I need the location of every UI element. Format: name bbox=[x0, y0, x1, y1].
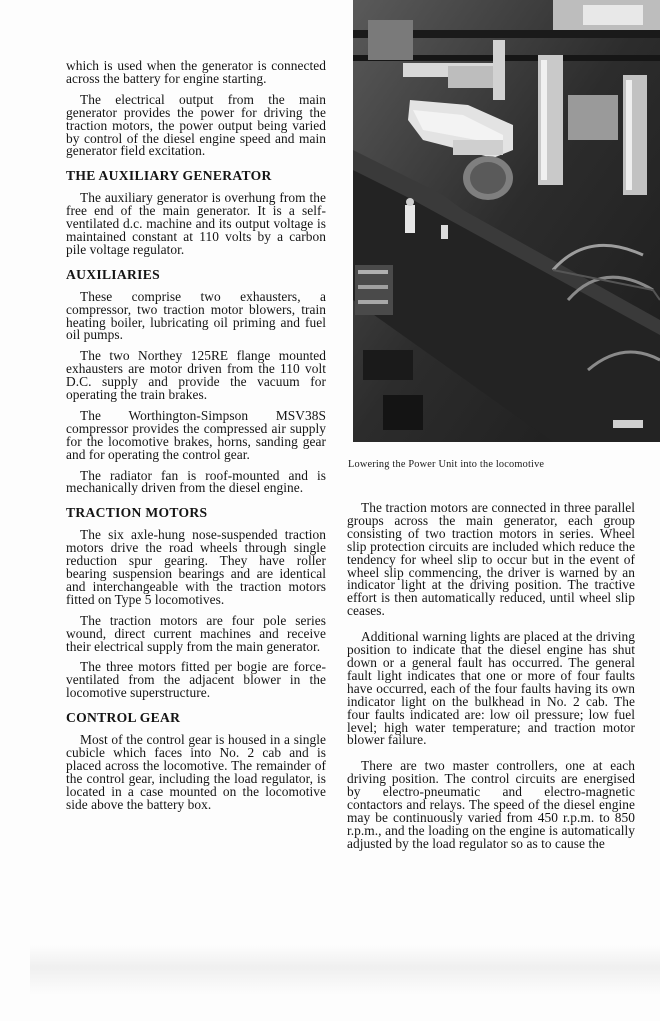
section-heading-auxiliaries: AUXILIARIES bbox=[66, 266, 160, 282]
section-heading-auxiliary-generator: THE AUXILIARY GENERATOR bbox=[66, 168, 272, 184]
paragraph: which is used when the generator is connected across the battery for engine starting. bbox=[66, 58, 326, 86]
figure-caption: Lowering the Power Unit into the locomotive bbox=[348, 459, 545, 470]
page-scan-shadow bbox=[30, 945, 660, 995]
paragraph: These comprise two exhausters, a compressor, two traction motor blowers, train heating boiler, lubricating oil priming and fuel oil pumps. bbox=[66, 288, 326, 343]
section-heading-traction-motors: TRACTION MOTORS bbox=[66, 505, 208, 521]
paragraph: Most of the control gear is housed in a single cubicle which faces into No. 2 cab and is placed across the locomotive. The remainder of the control gear, including the load regulator, is located in a case mounted on the locomotive side above the battery box. bbox=[66, 732, 326, 812]
section-heading-control-gear: CONTROL GEAR bbox=[66, 710, 181, 726]
paragraph: The traction motors are four pole series wound, direct current machines and receive their electrical supply from the main generator. bbox=[66, 612, 326, 654]
paragraph: The auxiliary generator is overhung from the free end of the main generator. It is a self-ventilated d.c. machine and its output voltage is maintained constant at 110 volts by a carbon pile voltage regulator. bbox=[66, 190, 326, 257]
paragraph: The radiator fan is roof-mounted and is mechanically driven from the diesel engine. bbox=[66, 467, 326, 496]
paragraph: The electrical output from the main generator provides the power for driving the traction motors, the power output being varied by control of the diesel engine speed and main generator field excitation. bbox=[66, 91, 326, 159]
paragraph: The two Northey 125RE flange mounted exhausters are motor driven from the 110 volt D.C. supply and provide the vacuum for operating the train brakes. bbox=[66, 348, 326, 403]
paragraph: The three motors fitted per bogie are force-ventilated from the adjacent blower in the locomotive superstructure. bbox=[66, 659, 326, 701]
factory-photo bbox=[353, 0, 660, 442]
paragraph: Additional warning lights are placed at the driving position to indicate that the diesel engine has shut down or a general fault has occurred. The general fault light indicates that one or more of four faults have occurred, each of the four faults having its own indicator light on the bulkhead in No. 2 cab. The four faults indicated are: low oil pressure; low fuel level; high water temperature; and traction motor blower failure. bbox=[347, 629, 635, 748]
paragraph: The Worthington-Simpson MSV38S compressor provides the compressed air supply for the locomotive brakes, horns, sanding gear and for operating the control gear. bbox=[66, 407, 326, 462]
paragraph: There are two master controllers, one at each driving position. The control circuits are energised by electro-pneumatic and electro-magnetic contactors and relays. The speed of the diesel engine may be continuously varied from 450 r.p.m. to 850 r.p.m., and the loading on the engine is automatically adjusted by the load regulator so as to cause the bbox=[347, 758, 635, 851]
right-text-column bbox=[347, 502, 635, 864]
paragraph: The traction motors are connected in three parallel groups across the main generator, each group consisting of two traction motors in series. Wheel slip protection circuits are included which reduce the tendency for wheel slip to occur but in the event of wheel slip commencing, the driver is warned by an indicator light at the driving position. The tractive effort is then automatically reduced, until wheel slip ceases. bbox=[347, 500, 635, 619]
paragraph: The six axle-hung nose-suspended traction motors drive the road wheels through single reduction spur gearing. They have roller bearing suspension bearings and are identical and interchangeable with the traction motors fitted on Type 5 locomotives. bbox=[66, 527, 326, 607]
left-text-column bbox=[66, 60, 326, 820]
